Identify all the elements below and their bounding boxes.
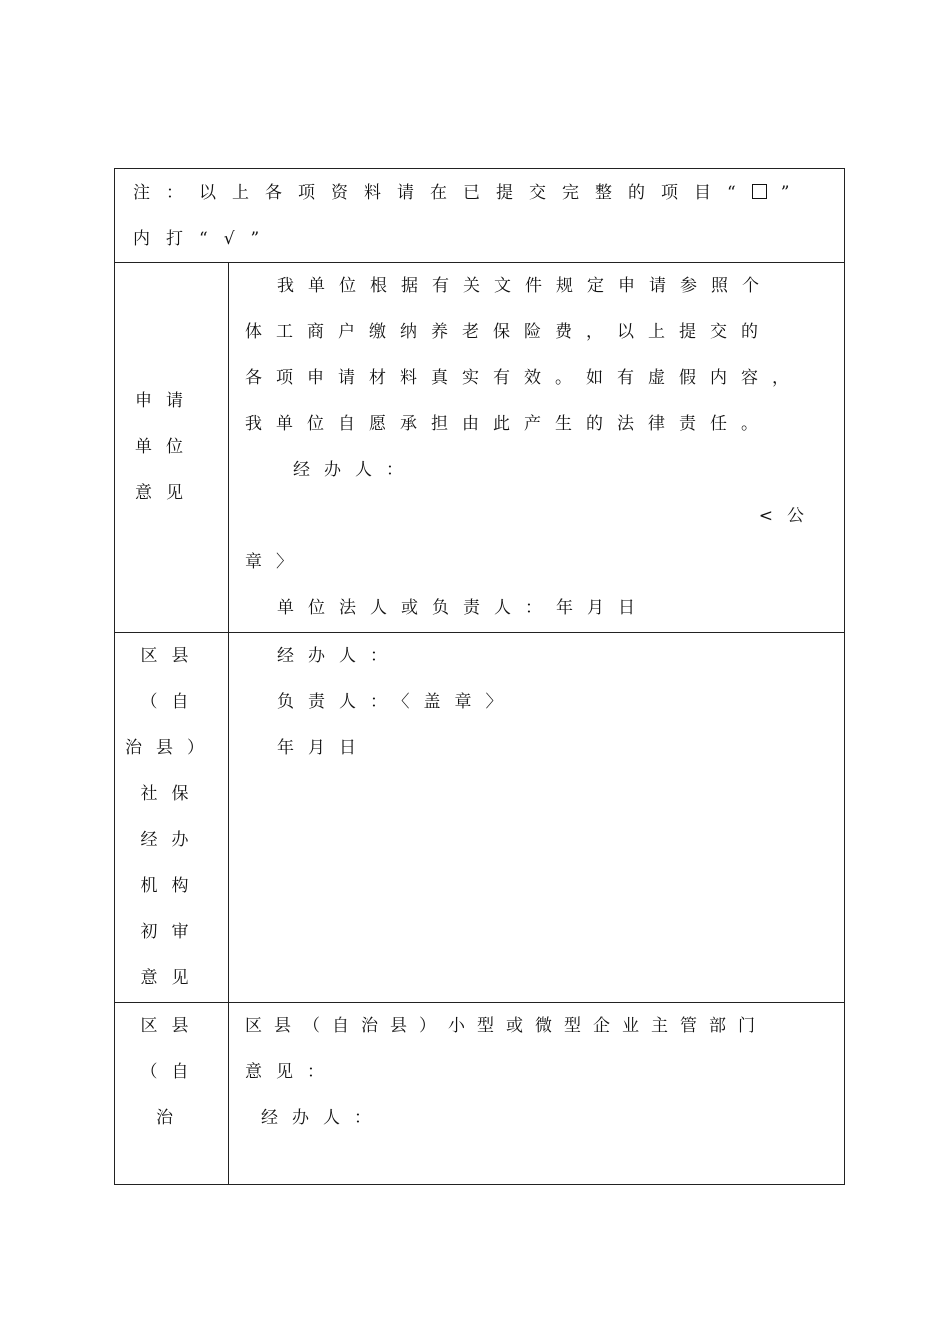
note-line-2: 内打“√” bbox=[133, 229, 276, 249]
label-line: 单位 bbox=[135, 437, 197, 457]
label-line: 意见 bbox=[135, 483, 197, 503]
declaration-line: 我单位根据有关文件规定申请参照个 bbox=[277, 276, 773, 296]
note-line-1 bbox=[133, 170, 826, 216]
label-line: 治 bbox=[156, 1108, 187, 1128]
label-line: 意见 bbox=[140, 968, 203, 988]
handler-label: 经办人： bbox=[261, 1108, 385, 1128]
note-cell bbox=[115, 169, 844, 262]
application-form-table bbox=[114, 168, 845, 1185]
date-line: 年月日 bbox=[277, 738, 370, 758]
seal-open: <公 bbox=[758, 506, 818, 526]
note-row bbox=[115, 169, 844, 262]
handler-label: 经办人： bbox=[293, 460, 417, 480]
applicant-opinion-label bbox=[115, 263, 229, 632]
social-security-content bbox=[229, 633, 844, 1002]
label-line: （自 bbox=[140, 1062, 203, 1082]
department-opinion-row bbox=[115, 1002, 844, 1184]
label-line: 社保 bbox=[140, 784, 203, 804]
declaration-line: 我单位自愿承担由此产生的法律责任。 bbox=[245, 414, 772, 434]
social-security-label bbox=[115, 633, 229, 1002]
label-line: 申请 bbox=[135, 391, 197, 411]
note-line-1-close: ” bbox=[780, 183, 806, 203]
label-line: 初审 bbox=[140, 922, 203, 942]
handler-label: 经办人： bbox=[277, 646, 401, 666]
applicant-opinion-content bbox=[229, 263, 844, 632]
label-line: 区县 bbox=[140, 1016, 203, 1036]
legal-person-line: 单位法人或负责人：年月日 bbox=[277, 598, 649, 618]
department-content bbox=[229, 1003, 844, 1184]
label-line: 治县） bbox=[125, 738, 218, 758]
declaration-line: 体工商户缴纳养老保险费，以上提交的 bbox=[245, 322, 772, 342]
label-line: （自 bbox=[140, 692, 203, 712]
label-line: 区县 bbox=[140, 646, 203, 666]
seal-close: 章〉 bbox=[245, 552, 307, 572]
applicant-opinion-row bbox=[115, 262, 844, 632]
department-opinion-line-2: 意见： bbox=[245, 1062, 338, 1082]
responsible-seal-line: 负责人：〈盖章〉 bbox=[277, 692, 517, 712]
label-line: 经办 bbox=[140, 830, 203, 850]
label-line: 机构 bbox=[140, 876, 203, 896]
note-line-1-text: 注：以上各项资料请在已提交完整的项目“ bbox=[133, 183, 752, 203]
checkbox-icon bbox=[752, 184, 767, 199]
social-security-opinion-row bbox=[115, 632, 844, 1002]
department-opinion-line-1: 区县（自治县）小型或微型企业主管部门 bbox=[245, 1016, 767, 1036]
department-label bbox=[115, 1003, 229, 1184]
declaration-line: 各项申请材料真实有效。如有虚假内容， bbox=[245, 368, 803, 388]
